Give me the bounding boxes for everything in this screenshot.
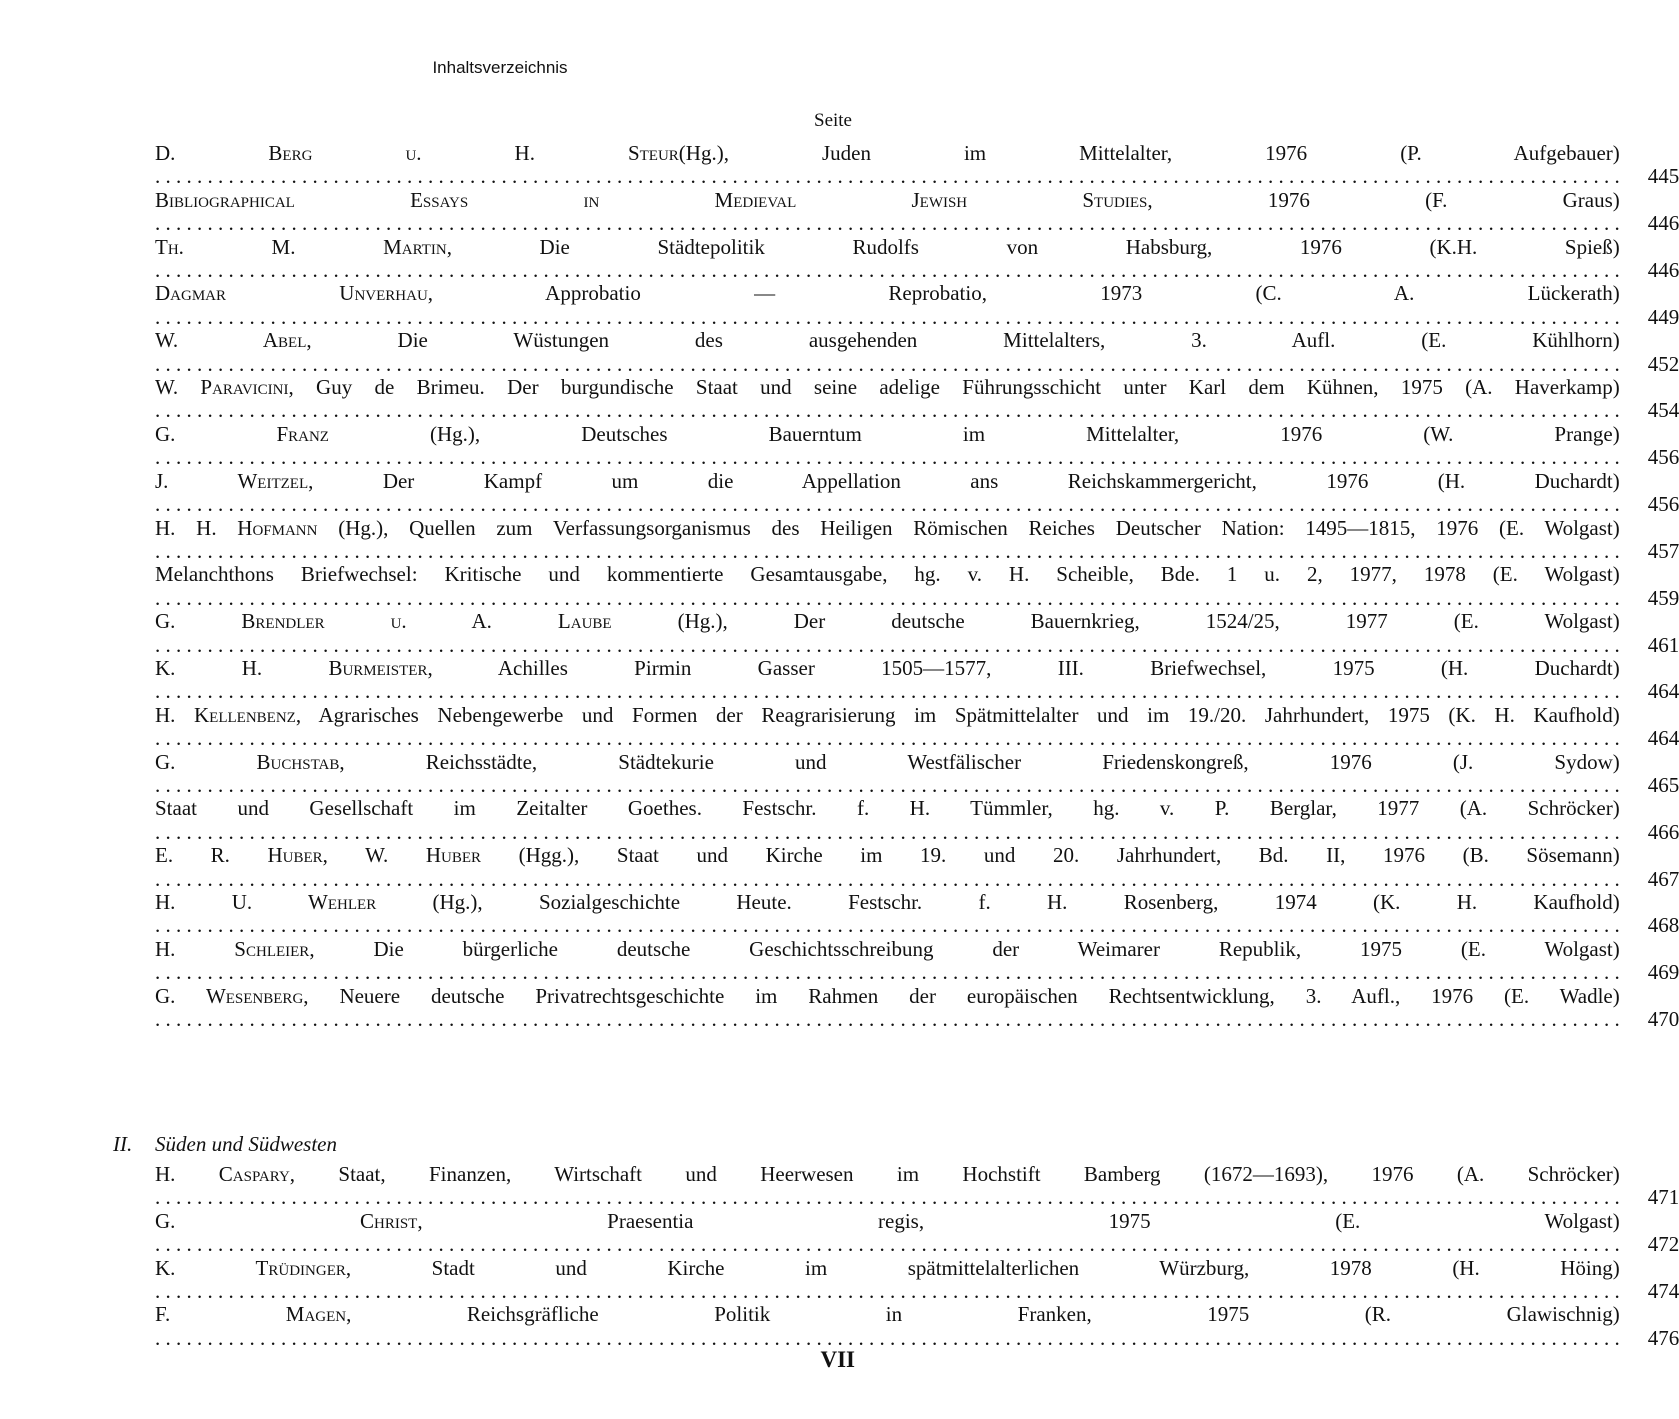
toc-entry-title: , Praesentia regis, 1975 (E. Wolgast) xyxy=(417,1208,1620,1233)
toc-entry-text xyxy=(155,423,1620,470)
toc-entry-page: 471 xyxy=(1647,1185,1679,1210)
toc-entry-text xyxy=(155,1210,1620,1257)
toc-entry-title: (Hg.), Deutsches Bauerntum im Mittelalter, 1976 (W. Prange) xyxy=(328,421,1620,446)
toc-entry xyxy=(155,1302,1679,1350)
section-title: Süden und Südwesten xyxy=(155,1132,337,1156)
toc-entry xyxy=(155,796,1679,844)
toc-entry-title: (Hg.), Quellen zum Verfassungsorganismus des Heiligen Römischen Reiches Deutscher Nation: 1495—1815, 1976 (E. Wolgast) xyxy=(317,515,1620,540)
toc-entry-author: D. Berg u. H. Steur xyxy=(155,141,679,165)
toc-entry-author: Dagmar Unverhau xyxy=(155,281,428,306)
page-number: VII xyxy=(820,1347,855,1372)
dot-leader: . . . . . . . . . . . . . . . . . . . . . . . . . . . . . . . . . . . . . . . . . . . . . . . . . . . . . . . . . . . . . . . . . . . . . . . . . . . . . . . . . . . . . . . . . . . . . . . . . . . . . . . . . . . . . . . . . . . . . . . . . . . . . . . . . . . . . . . . . . . . xyxy=(155,258,1620,283)
dot-leader: . . . . . . . . . . . . . . . . . . . . . . . . . . . . . . . . . . . . . . . . . . . . . . . . . . . . . . . . . . . . . . . . . . . . . . . . . . . . . . . . . . . . . . . . . . . . . . . . . . . . . . . . . . . . . . . . . . . . . . . . . . . . . . . . . . . . . . . . . . . . xyxy=(155,538,1620,563)
toc-entry xyxy=(155,141,1679,189)
toc-entry-author: G. Wesenberg xyxy=(155,983,304,1008)
toc-entry-page: 445 xyxy=(1647,164,1679,189)
section-number: II. xyxy=(113,1132,133,1156)
toc-entry-author: F. Magen xyxy=(155,1302,347,1327)
toc-section-2 xyxy=(155,1162,1679,1350)
toc-entry-text xyxy=(155,282,1620,329)
toc-entry-author: K. H. Burmeister xyxy=(155,655,428,680)
toc-entry-page: 465 xyxy=(1647,772,1679,797)
toc-entry-text xyxy=(155,1303,1620,1350)
toc-entry xyxy=(155,421,1679,470)
toc-entry-text xyxy=(155,1257,1620,1304)
toc-entry-title: , Die bürgerliche deutsche Geschichtsschreibung der Weimarer Republik, 1975 (E. Wolgast) xyxy=(309,936,1620,961)
page-column-label: Seite xyxy=(814,110,852,131)
toc-entry-author: G. Franz xyxy=(155,421,329,446)
toc-entry-author: Bibliographical Essays in Medieval Jewish Studies xyxy=(155,187,1148,212)
toc-entry-page: 446 xyxy=(1647,258,1679,283)
dot-leader: . . . . . . . . . . . . . . . . . . . . . . . . . . . . . . . . . . . . . . . . . . . . . . . . . . . . . . . . . . . . . . . . . . . . . . . . . . . . . . . . . . . . . . . . . . . . . . . . . . . . . . . . . . . . . . . . . . . . . . . . . . . . . . . . . . . . . . . . . . . . xyxy=(155,1325,1620,1350)
dot-leader: . . . . . . . . . . . . . . . . . . . . . . . . . . . . . . . . . . . . . . . . . . . . . . . . . . . . . . . . . . . . . . . . . . . . . . . . . . . . . . . . . . . . . . . . . . . . . . . . . . . . . . . . . . . . . . . . . . . . . . . . . . . . . . . . . . . . . . . . . . . . xyxy=(155,304,1620,329)
toc-entry-text xyxy=(155,563,1620,610)
toc-entry-page: 446 xyxy=(1647,211,1679,236)
toc-entry-text xyxy=(155,142,1620,189)
toc-entry-title: (Hgg.), Staat und Kirche im 19. und 20. Jahrhundert, Bd. II, 1976 (B. Sösemann) xyxy=(481,843,1620,868)
toc-entry-page: 456 xyxy=(1647,445,1679,470)
toc-section-1 xyxy=(155,141,1679,1032)
toc-entry-page: 472 xyxy=(1647,1232,1679,1257)
toc-entry xyxy=(155,515,1679,564)
toc-entry-page: 470 xyxy=(1647,1007,1679,1032)
dot-leader: . . . . . . . . . . . . . . . . . . . . . . . . . . . . . . . . . . . . . . . . . . . . . . . . . . . . . . . . . . . . . . . . . . . . . . . . . . . . . . . . . . . . . . . . . . . . . . . . . . . . . . . . . . . . . . . . . . . . . . . . . . . . . . . . . . . . . . . . . . . . xyxy=(155,913,1620,938)
toc-entry xyxy=(155,562,1679,610)
toc-entry xyxy=(155,936,1679,985)
toc-entry-text xyxy=(155,797,1620,844)
toc-entry-author: H. H. Hofmann xyxy=(155,515,318,540)
dot-leader: . . . . . . . . . . . . . . . . . . . . . . . . . . . . . . . . . . . . . . . . . . . . . . . . . . . . . . . . . . . . . . . . . . . . . . . . . . . . . . . . . . . . . . . . . . . . . . . . . . . . . . . . . . . . . . . . . . . . . . . . . . . . . . . . . . . . . . . . . . . . xyxy=(155,632,1620,657)
toc-entry-page: 476 xyxy=(1647,1325,1679,1350)
toc-entry xyxy=(155,749,1679,798)
dot-leader: . . . . . . . . . . . . . . . . . . . . . . . . . . . . . . . . . . . . . . . . . . . . . . . . . . . . . . . . . . . . . . . . . . . . . . . . . . . . . . . . . . . . . . . . . . . . . . . . . . . . . . . . . . . . . . . . . . . . . . . . . . . . . . . . . . . . . . . . . . . . xyxy=(155,726,1620,751)
toc-entry xyxy=(155,983,1679,1032)
toc-entry-title: (Hg.), Juden im Mittelalter, 1976 (P. Aufgebauer) xyxy=(678,141,1620,165)
toc-entry-text xyxy=(155,236,1620,283)
dot-leader: . . . . . . . . . . . . . . . . . . . . . . . . . . . . . . . . . . . . . . . . . . . . . . . . . . . . . . . . . . . . . . . . . . . . . . . . . . . . . . . . . . . . . . . . . . . . . . . . . . . . . . . . . . . . . . . . . . . . . . . . . . . . . . . . . . . . . . . . . . . . xyxy=(155,679,1620,704)
toc-entry-author: G. Buchstab xyxy=(155,749,340,774)
toc-entry xyxy=(155,234,1679,283)
toc-entry-title: , Die Städtepolitik Rudolfs von Habsburg, 1976 (K.H. Spieß) xyxy=(446,234,1620,259)
toc-entry-text xyxy=(155,517,1620,564)
toc-entry-title: Melanchthons Briefwechsel: Kritische und kommentierte Gesamtausgabe, hg. v. H. Scheible, Bde. 1 u. 2, 1977, 1978 (E. Wolgast) xyxy=(155,562,1620,587)
dot-leader: . . . . . . . . . . . . . . . . . . . . . . . . . . . . . . . . . . . . . . . . . . . . . . . . . . . . . . . . . . . . . . . . . . . . . . . . . . . . . . . . . . . . . . . . . . . . . . . . . . . . . . . . . . . . . . . . . . . . . . . . . . . . . . . . . . . . . . . . . . . . xyxy=(155,164,1620,189)
toc-entry-author: E. R. Huber, W. Huber xyxy=(155,843,482,868)
toc-entry-title: , Approbatio — Reprobatio, 1973 (C. A. Lückerath) xyxy=(427,281,1620,306)
dot-leader: . . . . . . . . . . . . . . . . . . . . . . . . . . . . . . . . . . . . . . . . . . . . . . . . . . . . . . . . . . . . . . . . . . . . . . . . . . . . . . . . . . . . . . . . . . . . . . . . . . . . . . . . . . . . . . . . . . . . . . . . . . . . . . . . . . . . . . . . . . . . xyxy=(155,398,1620,423)
toc-entry-author: H. Caspary xyxy=(155,1162,290,1186)
toc-entry xyxy=(155,468,1679,517)
toc-entry-text xyxy=(155,891,1620,938)
toc-entry-title: , Reichsstädte, Städtekurie und Westfälischer Friedenskongreß, 1976 (J. Sydow) xyxy=(339,749,1620,774)
toc-entry-author: H. Kellenbenz xyxy=(155,702,296,727)
toc-entry-text xyxy=(155,657,1620,704)
dot-leader: . . . . . . . . . . . . . . . . . . . . . . . . . . . . . . . . . . . . . . . . . . . . . . . . . . . . . . . . . . . . . . . . . . . . . . . . . . . . . . . . . . . . . . . . . . . . . . . . . . . . . . . . . . . . . . . . . . . . . . . . . . . . . . . . . . . . . . . . . . . . xyxy=(155,1232,1620,1257)
toc-entry-text xyxy=(155,751,1620,798)
toc-entry-page: 466 xyxy=(1647,819,1679,844)
toc-entry-page: 457 xyxy=(1647,538,1679,563)
toc-entry-text xyxy=(155,329,1620,376)
toc-entry-page: 467 xyxy=(1647,866,1679,891)
toc-entry-text xyxy=(155,376,1620,423)
toc-entry xyxy=(155,1208,1679,1257)
toc-entry xyxy=(155,890,1679,938)
dot-leader: . . . . . . . . . . . . . . . . . . . . . . . . . . . . . . . . . . . . . . . . . . . . . . . . . . . . . . . . . . . . . . . . . . . . . . . . . . . . . . . . . . . . . . . . . . . . . . . . . . . . . . . . . . . . . . . . . . . . . . . . . . . . . . . . . . . . . . . . . . . . xyxy=(155,492,1620,517)
toc-entry-title: , Achilles Pirmin Gasser 1505—1577, III. Briefwechsel, 1975 (H. Duchardt) xyxy=(427,655,1620,680)
dot-leader: . . . . . . . . . . . . . . . . . . . . . . . . . . . . . . . . . . . . . . . . . . . . . . . . . . . . . . . . . . . . . . . . . . . . . . . . . . . . . . . . . . . . . . . . . . . . . . . . . . . . . . . . . . . . . . . . . . . . . . . . . . . . . . . . . . . . . . . . . . . . xyxy=(155,1185,1620,1210)
dot-leader: . . . . . . . . . . . . . . . . . . . . . . . . . . . . . . . . . . . . . . . . . . . . . . . . . . . . . . . . . . . . . . . . . . . . . . . . . . . . . . . . . . . . . . . . . . . . . . . . . . . . . . . . . . . . . . . . . . . . . . . . . . . . . . . . . . . . . . . . . . . . xyxy=(155,819,1620,844)
dot-leader: . . . . . . . . . . . . . . . . . . . . . . . . . . . . . . . . . . . . . . . . . . . . . . . . . . . . . . . . . . . . . . . . . . . . . . . . . . . . . . . . . . . . . . . . . . . . . . . . . . . . . . . . . . . . . . . . . . . . . . . . . . . . . . . . . . . . . . . . . . . . xyxy=(155,866,1620,891)
toc-entry-text xyxy=(155,610,1620,657)
toc-entry xyxy=(155,1255,1679,1304)
toc-entry xyxy=(155,843,1679,891)
toc-entry-title: , Agrarisches Nebengewerbe und Formen der Reagrarisierung im Spätmittelalter und im 19./20. Jahrhundert, 1975 (K. H. Kaufhold) xyxy=(295,702,1620,727)
toc-entry-page: 474 xyxy=(1647,1279,1679,1304)
toc-entry xyxy=(155,609,1679,657)
toc-entry-text xyxy=(155,938,1620,985)
dot-leader: . . . . . . . . . . . . . . . . . . . . . . . . . . . . . . . . . . . . . . . . . . . . . . . . . . . . . . . . . . . . . . . . . . . . . . . . . . . . . . . . . . . . . . . . . . . . . . . . . . . . . . . . . . . . . . . . . . . . . . . . . . . . . . . . . . . . . . . . . . . . xyxy=(155,211,1620,236)
toc-entry-text xyxy=(155,189,1620,236)
dot-leader: . . . . . . . . . . . . . . . . . . . . . . . . . . . . . . . . . . . . . . . . . . . . . . . . . . . . . . . . . . . . . . . . . . . . . . . . . . . . . . . . . . . . . . . . . . . . . . . . . . . . . . . . . . . . . . . . . . . . . . . . . . . . . . . . . . . . . . . . . . . . xyxy=(155,585,1620,610)
toc-entry-author: W. Abel xyxy=(155,328,307,353)
toc-entry xyxy=(155,702,1679,751)
dot-leader: . . . . . . . . . . . . . . . . . . . . . . . . . . . . . . . . . . . . . . . . . . . . . . . . . . . . . . . . . . . . . . . . . . . . . . . . . . . . . . . . . . . . . . . . . . . . . . . . . . . . . . . . . . . . . . . . . . . . . . . . . . . . . . . . . . . . . . . . . . . . xyxy=(155,351,1620,376)
toc-entry-author: G. Christ xyxy=(155,1208,418,1233)
toc-entry-text xyxy=(155,844,1620,891)
toc-entry-text xyxy=(155,1163,1620,1210)
toc-entry-page: 464 xyxy=(1647,679,1679,704)
toc-entry-title: (Hg.), Sozialgeschichte Heute. Festschr. f. H. Rosenberg, 1974 (K. H. Kaufhold) xyxy=(376,890,1620,914)
toc-entry-page: 464 xyxy=(1647,726,1679,751)
toc-entry xyxy=(155,375,1679,423)
toc-entry-author: Th. M. Martin xyxy=(155,234,447,259)
toc-entry xyxy=(155,1162,1679,1210)
dot-leader: . . . . . . . . . . . . . . . . . . . . . . . . . . . . . . . . . . . . . . . . . . . . . . . . . . . . . . . . . . . . . . . . . . . . . . . . . . . . . . . . . . . . . . . . . . . . . . . . . . . . . . . . . . . . . . . . . . . . . . . . . . . . . . . . . . . . . . . . . . . . xyxy=(155,445,1620,470)
toc-entry-page: 459 xyxy=(1647,585,1679,610)
toc-entry-page: 461 xyxy=(1647,632,1679,657)
toc-entry-page: 454 xyxy=(1647,398,1679,423)
toc-entry-author: J. Weitzel xyxy=(155,468,309,493)
toc-entry-text xyxy=(155,470,1620,517)
toc-entry-author: H. Schleier xyxy=(155,936,310,961)
toc-entry-text xyxy=(155,704,1620,751)
toc-entry-title: Staat und Gesellschaft im Zeitalter Goethes. Festschr. f. H. Tümmler, hg. v. P. Berglar, 1977 (A. Schröcker) xyxy=(155,796,1620,821)
toc-entry-text xyxy=(155,985,1620,1032)
toc-entry xyxy=(155,281,1679,329)
toc-entry-page: 456 xyxy=(1647,492,1679,517)
toc-entry-title: , Reichsgräfliche Politik in Franken, 1975 (R. Glawischnig) xyxy=(346,1302,1620,1327)
toc-entry xyxy=(155,328,1679,376)
toc-entry-title: , Neuere deutsche Privatrechtsgeschichte im Rahmen der europäischen Rechtsentwicklung, 3. Aufl., 1976 (E. Wadle) xyxy=(303,983,1620,1008)
section-heading xyxy=(113,1132,337,1157)
toc-entry-title: , Die Wüstungen des ausgehenden Mittelalters, 3. Aufl. (E. Kühlhorn) xyxy=(306,328,1620,353)
toc-entry xyxy=(155,187,1679,236)
dot-leader: . . . . . . . . . . . . . . . . . . . . . . . . . . . . . . . . . . . . . . . . . . . . . . . . . . . . . . . . . . . . . . . . . . . . . . . . . . . . . . . . . . . . . . . . . . . . . . . . . . . . . . . . . . . . . . . . . . . . . . . . . . . . . . . . . . . . . . . . . . . . xyxy=(155,772,1620,797)
toc-entry-title: , Guy de Brimeu. Der burgundische Staat und seine adelige Führungsschicht unter Karl dem Kühnen, 1975 (A. Haverkamp) xyxy=(288,375,1620,400)
toc-entry-page: 452 xyxy=(1647,351,1679,376)
toc-entry-title: , Der Kampf um die Appellation ans Reichskammergericht, 1976 (H. Duchardt) xyxy=(308,468,1620,493)
running-head: Inhaltsverzeichnis xyxy=(432,58,568,77)
toc-entry-title: , Staat, Finanzen, Wirtschaft und Heerwesen im Hochstift Bamberg (1672—1693), 1976 (A. Schröcker) xyxy=(289,1162,1620,1186)
toc-entry-title: (Hg.), Der deutsche Bauernkrieg, 1524/25, 1977 (E. Wolgast) xyxy=(611,609,1620,634)
toc-entry-title: , 1976 (F. Graus) xyxy=(1147,187,1620,212)
toc-entry-author: K. Trüdinger xyxy=(155,1255,346,1280)
toc-entry-page: 469 xyxy=(1647,960,1679,985)
toc-entry xyxy=(155,655,1679,704)
dot-leader: . . . . . . . . . . . . . . . . . . . . . . . . . . . . . . . . . . . . . . . . . . . . . . . . . . . . . . . . . . . . . . . . . . . . . . . . . . . . . . . . . . . . . . . . . . . . . . . . . . . . . . . . . . . . . . . . . . . . . . . . . . . . . . . . . . . . . . . . . . . . xyxy=(155,960,1620,985)
dot-leader: . . . . . . . . . . . . . . . . . . . . . . . . . . . . . . . . . . . . . . . . . . . . . . . . . . . . . . . . . . . . . . . . . . . . . . . . . . . . . . . . . . . . . . . . . . . . . . . . . . . . . . . . . . . . . . . . . . . . . . . . . . . . . . . . . . . . . . . . . . . . xyxy=(155,1007,1620,1032)
toc-entry-page: 449 xyxy=(1647,304,1679,329)
toc-entry-author: W. Paravicini xyxy=(155,375,289,400)
toc-entry-page: 468 xyxy=(1647,913,1679,938)
dot-leader: . . . . . . . . . . . . . . . . . . . . . . . . . . . . . . . . . . . . . . . . . . . . . . . . . . . . . . . . . . . . . . . . . . . . . . . . . . . . . . . . . . . . . . . . . . . . . . . . . . . . . . . . . . . . . . . . . . . . . . . . . . . . . . . . . . . . . . . . . . . . xyxy=(155,1279,1620,1304)
toc-entry-author: H. U. Wehler xyxy=(155,890,377,914)
toc-entry-title: , Stadt und Kirche im spätmittelalterlichen Würzburg, 1978 (H. Höing) xyxy=(345,1255,1620,1280)
toc-entry-author: G. Brendler u. A. Laube xyxy=(155,609,612,634)
